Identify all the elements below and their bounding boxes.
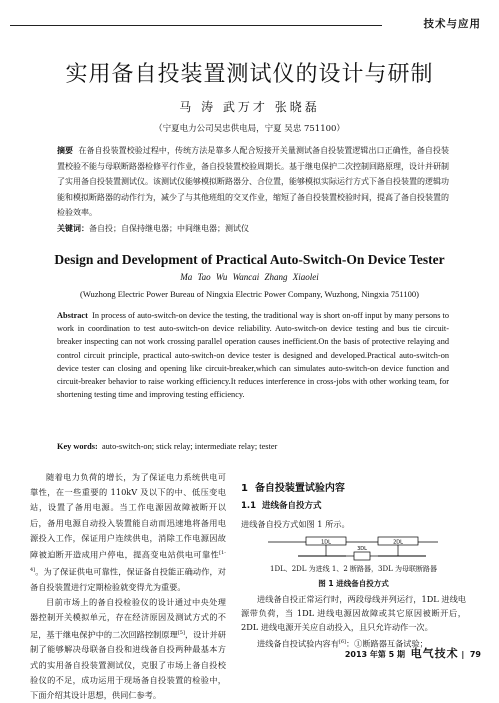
figure-note: 1DL、2DL 为进线 1、2 断路器，3DL 为母联断路器	[270, 565, 437, 573]
breaker-1dl-label: 1DL	[321, 539, 331, 546]
abstract-cn	[57, 143, 449, 236]
breaker-3dl-box	[354, 552, 370, 560]
breaker-3dl-label: 3DL	[357, 546, 367, 552]
section-heading: 1 备自投装置试验内容	[241, 483, 345, 494]
authors: 马 涛 武万才 张晓磊	[179, 100, 320, 114]
subsection-text: 进线备自投方式如图 1 所示。	[241, 519, 350, 529]
abstract-en-text: In process of auto-switch-on device the testing, the traditional way is short on-off input by many persons to work in coordination to test auto-switch-on device reliability. Auto-switch-on device testing and bus tie circuit-breaker inspecting can not work crossing parallel operation causes inefficient.On the basis of protective relaying and control circuit principle, practical auto-switch-on device tester is designed and developed.Practical auto-switch-on device tester can closing and opening like circuit-breaker,which can simulates auto-switch-on device function and circuit-breaker behavior to raise working efficiency.It reduces interference in cross-jobs with other working team, for shortening testing time and improving testing efficiency.	[57, 311, 449, 400]
keywords-en	[57, 442, 449, 451]
figure-caption: 图 1 进线备自投方式	[318, 579, 389, 588]
body-paragraph: 目前市场上的备自投检验仪的设计通过中央处理器控制开关模拟单元，存在经济原因及测试方式的不足，基于继电保护中的二次回路控制原理[5]，设计并研制了能够解决母联备自投和进线备自投两种最基本方式的实用备自投装置测试仪，克服了市场上备自投校验仪的不足，成功运用于现场备自投装置的检验中，下面介绍其设计思想，供同仁参考。	[30, 597, 226, 701]
citation: [5]	[177, 629, 185, 636]
abstract-cn-text: 在备自投装置校验过程中，传统方法是靠多人配合短接开关量测试备自投装置逻辑出口正确性，备自投装置校验不能与母联断路器检修平行作业，备自投装置校验周期长。基于继电保护二次控制回路原理，设计并研制了实用备自投装置测试仪。该测试仪能够模拟断路器分、合位置，能够模拟实际运行方式下备自投装置的逻辑功能和模拟断路器的动作行为，减少了与其他班组的交叉作业，缩短了备自投装置校验时间，提高了备自投装置的检验效率。	[57, 146, 450, 217]
abstract-en-label: Abstract	[57, 311, 88, 320]
citation: [1-4]	[30, 550, 226, 573]
subsection-heading: 1.1 进线备自投方式	[241, 501, 322, 511]
abstract-en	[57, 309, 449, 401]
body-paragraph: 进线备自投试验内容有[6]：①断路器互备试验；	[257, 638, 428, 649]
keywords-cn-label: 关键词：	[57, 223, 89, 233]
authors-en: Ma Tao Wu Wancai Zhang Xiaolei	[180, 272, 319, 282]
keywords-en-text: auto-switch-on; stick relay; intermediate relay; tester	[101, 442, 278, 451]
paper-title-en: Design and Development of Practical Auto-Switch-On Device Tester	[54, 252, 445, 267]
body-paragraph: 随着电力负荷的增长，为了保证电力系统供电可靠性，在一些重要的 110kV 及以下的中、低压变电站，设置了备用电源。当工作电源因故障被断开以后，备用电源自动投入装置能自动而迅速地将备用电源投入工作，保证用户连续供电，消除工作电源因故障被迫断开造成用户停电，提高变电站供电可靠性[1-4]。为了保证供电可靠性，保证备自投能正确动作，对备自投装置进行定期检验就变得尤为重要。	[30, 472, 226, 592]
magazine-name: 电气技术	[410, 647, 459, 660]
body-left-column	[30, 470, 226, 703]
body-right-column	[241, 592, 466, 651]
paper-title: 实用备自投装置测试仪的设计与研制	[65, 62, 434, 87]
header-rule	[10, 25, 382, 26]
figure-1-diagram	[268, 536, 438, 564]
citation: [6]	[338, 638, 346, 645]
keywords-cn-text: 备自投；自保持继电器；中间继电器；测试仪	[89, 223, 249, 233]
abstract-cn-label: 摘要	[57, 146, 74, 155]
journal-section: 技术与应用	[423, 18, 481, 30]
affiliation-en: (Wuzhong Electric Power Bureau of Ningxia Electric Power Company, Wuzhong, Ningxia 751100)	[80, 289, 419, 299]
body-paragraph: 进线备自投正常运行时，两段母线并列运行，1DL 进线电源带负荷，当 1DL 进线电源因故障或其它原因被断开后，2DL 进线电源开关应自动投入，且只允许动作一次。	[241, 594, 466, 633]
page-number: 79	[469, 650, 481, 659]
page-footer: 2013 年第 5 期 电气技术 | 79	[344, 647, 481, 660]
keywords-en-label: Key words:	[57, 442, 98, 451]
breaker-2dl-label: 2DL	[393, 539, 403, 546]
issue-label: 2013 年第 5 期	[344, 650, 405, 659]
affiliation: （宁夏电力公司吴忠供电局，宁夏 吴忠 751100）	[154, 124, 345, 134]
